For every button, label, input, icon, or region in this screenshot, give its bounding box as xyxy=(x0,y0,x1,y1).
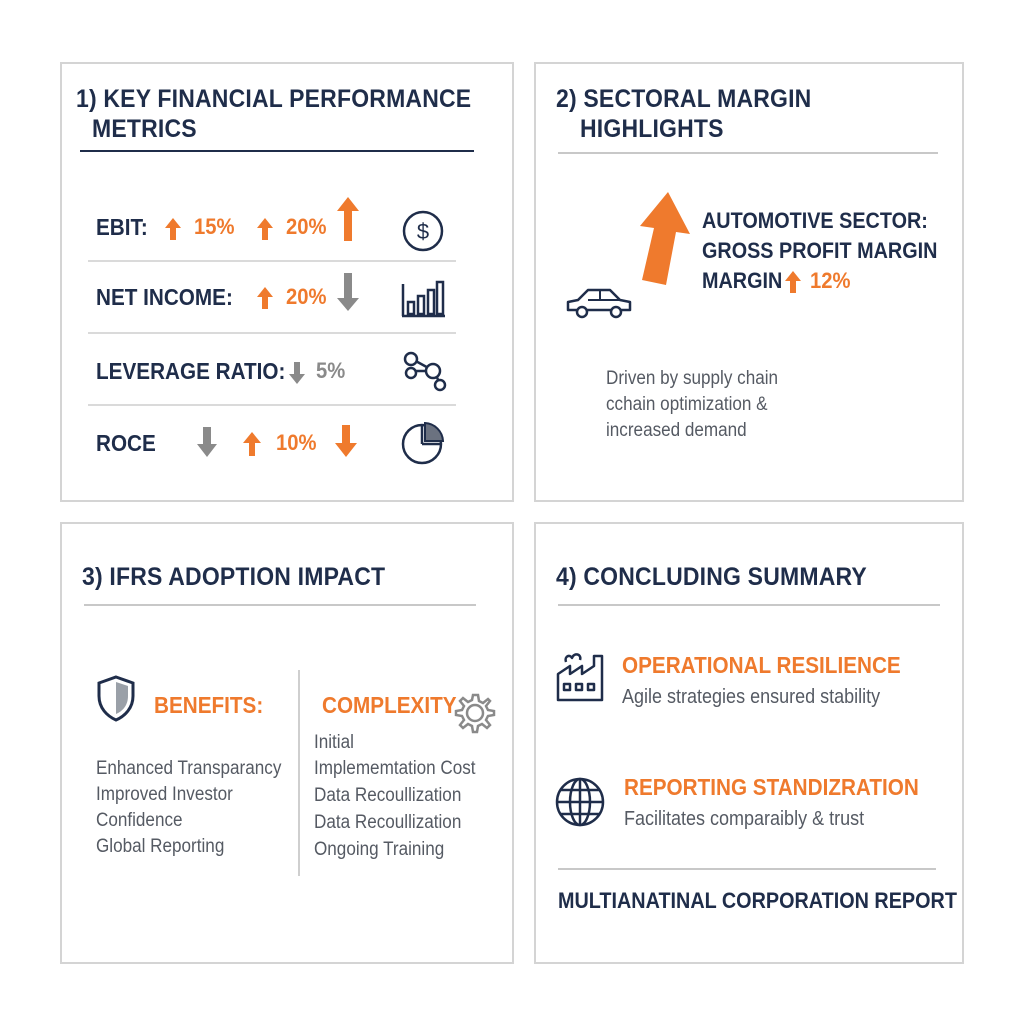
metric-value: 20% xyxy=(286,214,327,239)
benefits-heading: BENEFITS: xyxy=(154,692,264,718)
gear-icon xyxy=(454,692,496,734)
dollar-circle-icon xyxy=(402,210,444,252)
sector-heading: AUTOMOTIVE SECTOR: xyxy=(702,208,928,233)
up-arrow-icon xyxy=(256,217,274,241)
title-underline xyxy=(80,150,474,152)
complexity-item: Ongoing Training xyxy=(314,839,445,860)
up-arrow-icon xyxy=(620,190,692,286)
up-arrow-icon xyxy=(164,217,182,241)
row-divider xyxy=(88,404,456,406)
summary-item-desc: Facilitates comparaibly & trust xyxy=(624,808,865,830)
down-arrow-icon xyxy=(288,361,306,385)
complexity-heading: COMPLEXITY xyxy=(322,692,457,718)
benefit-item: Improved Investor xyxy=(96,784,233,805)
svg-text:$: $ xyxy=(416,219,430,244)
down-arrow-icon xyxy=(196,426,218,458)
benefit-item: Global Reporting xyxy=(96,836,225,857)
title-underline xyxy=(558,604,940,606)
complexity-item: Data Recoullization xyxy=(314,785,462,806)
pie-chart-icon xyxy=(400,420,446,466)
sector-description: increased demand xyxy=(606,420,747,441)
panel-concluding-summary xyxy=(534,522,964,964)
bar-chart-icon xyxy=(400,278,446,318)
panel-title: 2) SECTORAL MARGIN xyxy=(556,85,812,113)
footer-divider xyxy=(558,868,936,870)
network-icon xyxy=(402,350,448,392)
complexity-item: Data Recoullization xyxy=(314,812,462,833)
row-divider xyxy=(88,332,456,334)
panel-key-financial-metrics xyxy=(60,62,514,502)
complexity-item: Initial xyxy=(314,732,354,753)
up-arrow-icon xyxy=(784,270,802,294)
metric-label-leverage-ratio: LEVERAGE RATIO: xyxy=(96,358,286,384)
metric-label-net-income: NET INCOME: xyxy=(96,284,233,310)
shield-icon xyxy=(96,674,136,722)
panel-title: 1) KEY FINANCIAL PERFORMANCE xyxy=(76,85,472,113)
summary-item-desc: Agile strategies ensured stability xyxy=(622,686,881,708)
up-arrow-icon xyxy=(256,286,274,310)
panel-ifrs-adoption xyxy=(60,522,514,964)
panel-sectoral-margin xyxy=(534,62,964,502)
summary-item-title: OPERATIONAL RESILIENCE xyxy=(622,652,901,678)
benefit-item: Enhanced Transparancy xyxy=(96,758,282,779)
metric-value: 5% xyxy=(316,358,346,383)
metric-value: 20% xyxy=(286,284,327,309)
benefit-item: Confidence xyxy=(96,810,183,831)
complexity-item: Implememtation Cost xyxy=(314,758,476,779)
metric-label-roce: ROCE xyxy=(96,430,156,456)
down-arrow-icon xyxy=(336,272,360,312)
column-divider xyxy=(298,670,300,876)
sector-metric: GROSS PROFIT MARGIN xyxy=(702,238,938,263)
panel-title: 3) IFRS ADOPTION IMPACT xyxy=(82,563,386,591)
summary-item-title: REPORTING STANDIZRATION xyxy=(624,774,919,800)
up-arrow-icon xyxy=(336,196,360,242)
title-underline xyxy=(84,604,476,606)
down-arrow-icon xyxy=(334,424,358,458)
sector-value: 12% xyxy=(810,268,851,293)
up-arrow-icon xyxy=(242,431,262,457)
sector-description: cchain optimization & xyxy=(606,394,768,415)
report-footer: MULTIANATINAL CORPORATION REPORT xyxy=(558,888,957,913)
panel-title-line2: METRICS xyxy=(92,115,197,143)
panel-title-line2: HIGHLIGHTS xyxy=(580,115,724,143)
title-underline xyxy=(558,152,938,154)
globe-icon xyxy=(554,776,606,828)
metric-label-ebit: EBIT: xyxy=(96,214,148,240)
panel-title: 4) CONCLUDING SUMMARY xyxy=(556,563,867,591)
row-divider xyxy=(88,260,456,262)
car-icon xyxy=(564,286,634,322)
metric-value: 15% xyxy=(194,214,235,239)
metric-value: 10% xyxy=(276,430,317,455)
factory-icon xyxy=(554,648,608,704)
sector-description: Driven by supply chain xyxy=(606,368,779,389)
sector-metric-label: MARGIN xyxy=(702,268,783,293)
